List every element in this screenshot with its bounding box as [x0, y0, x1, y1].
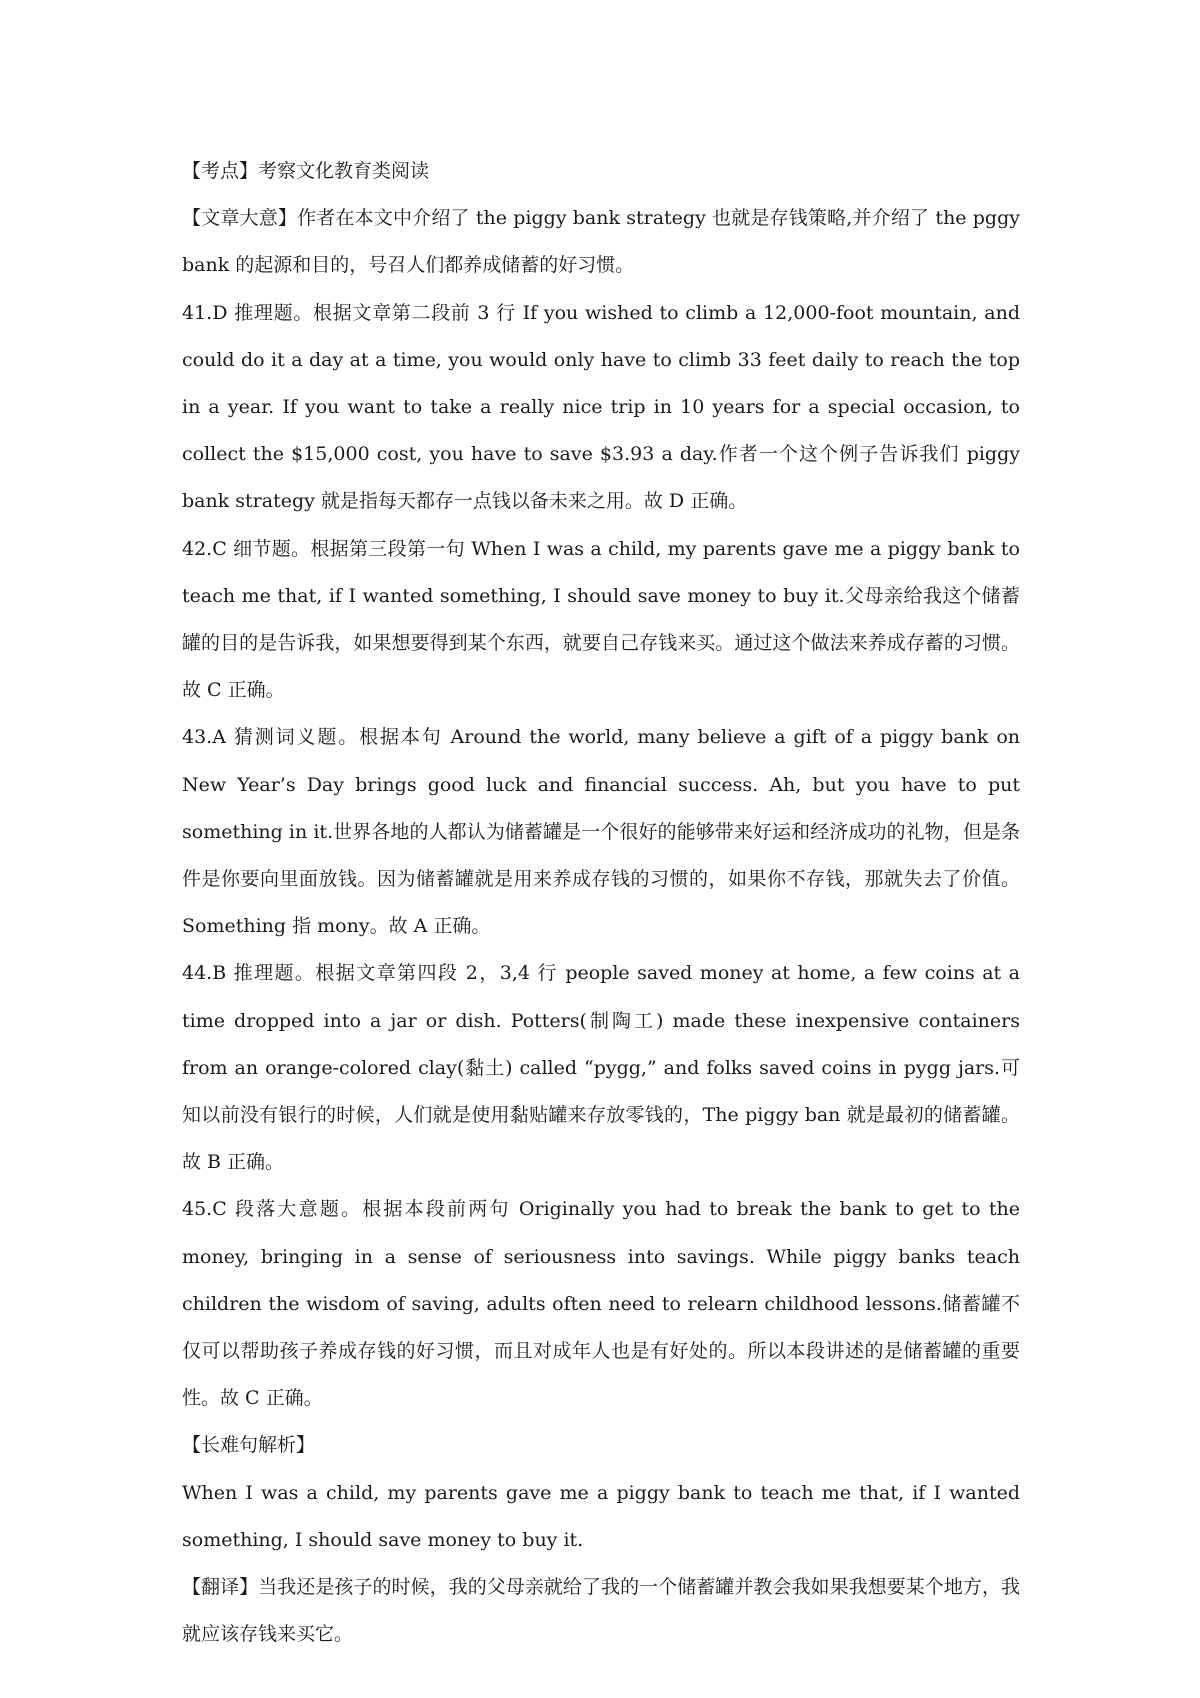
section-translation: 【翻译】当我还是孩子的时候，我的父母亲就给了我的一个储蓄罐并教会我如果我想要某个地方，我就应该存钱来买它。 — [182, 1576, 1020, 1646]
answer-44: 44.B 推理题。根据文章第四段 2，3,4 行 people saved money at home, a few coins at a time dropped into a jar or dish. Potters(制陶工) made these inexpensive containers from an orange-colored clay(黏土) called “pygg,” and folks saved coins in pygg jars.可知以前没有银行的时候，人们就是使用黏贴罐来存放零钱的，The piggy ban 就是最初的储蓄罐。故 B 正确。 — [182, 962, 1020, 1174]
answer-45: 45.C 段落大意题。根据本段前两句 Originally you had to break the bank to get to the money, bringing in a sense of seriousness into savings. While piggy banks teach children the wisdom of saving, adults often need to relearn childhood lessons.储蓄罐不仅可以帮助孩子养成存钱的好习惯，而且对成年人也是有好处的。所以本段讲述的是储蓄罐的重要性。故 C 正确。 — [182, 1198, 1020, 1410]
long-sentence: When I was a child, my parents gave me a piggy bank to teach me that, if I wanted something, I should save money to buy it. — [182, 1481, 1020, 1551]
document-page — [182, 148, 1020, 1659]
answer-41: 41.D 推理题。根据文章第二段前 3 行 If you wished to climb a 12,000-foot mountain, and could do it a day at a time, you would only have to climb 33 feet daily to reach the top in a year. If you want to take a really nice trip in 10 years for a special occasion, to collect the $15,000 cost, you have to save $3.93 a day.作者一个这个例子告诉我们 piggy bank strategy 就是指每天都存一点钱以备未来之用。故 D 正确。 — [182, 301, 1020, 513]
answer-42: 42.C 细节题。根据第三段第一句 When I was a child, my parents gave me a piggy bank to teach me that, if I wanted something, I should save money to buy it.父母亲给我这个储蓄罐的目的是告诉我，如果想要得到某个东西，就要自己存钱来买。通过这个做法来养成存蓄的习惯。故 C 正确。 — [182, 537, 1020, 702]
section-kaodian: 【考点】考察文化教育类阅读 — [182, 160, 430, 182]
section-article-summary: 【文章大意】作者在本文中介绍了 the piggy bank strategy 也就是存钱策略,并介绍了 the pggy bank 的起源和目的，号召人们都养成储蓄的好习惯。 — [182, 207, 1020, 277]
section-long-sentence-analysis: 【长难句解析】 — [182, 1434, 316, 1457]
answer-43: 43.A 猜测词义题。根据本句 Around the world, many believe a gift of a piggy bank on New Year’s Day brings good luck and financial success. Ah, but you have to put something in it.世界各地的人都认为储蓄罐是一个很好的能够带来好运和经济成功的礼物，但是条件是你要向里面放钱。因为储蓄罐就是用来养成存钱的习惯的，如果你不存钱，那就失去了价值。Something 指 mony。故 A 正确。 — [182, 726, 1020, 938]
